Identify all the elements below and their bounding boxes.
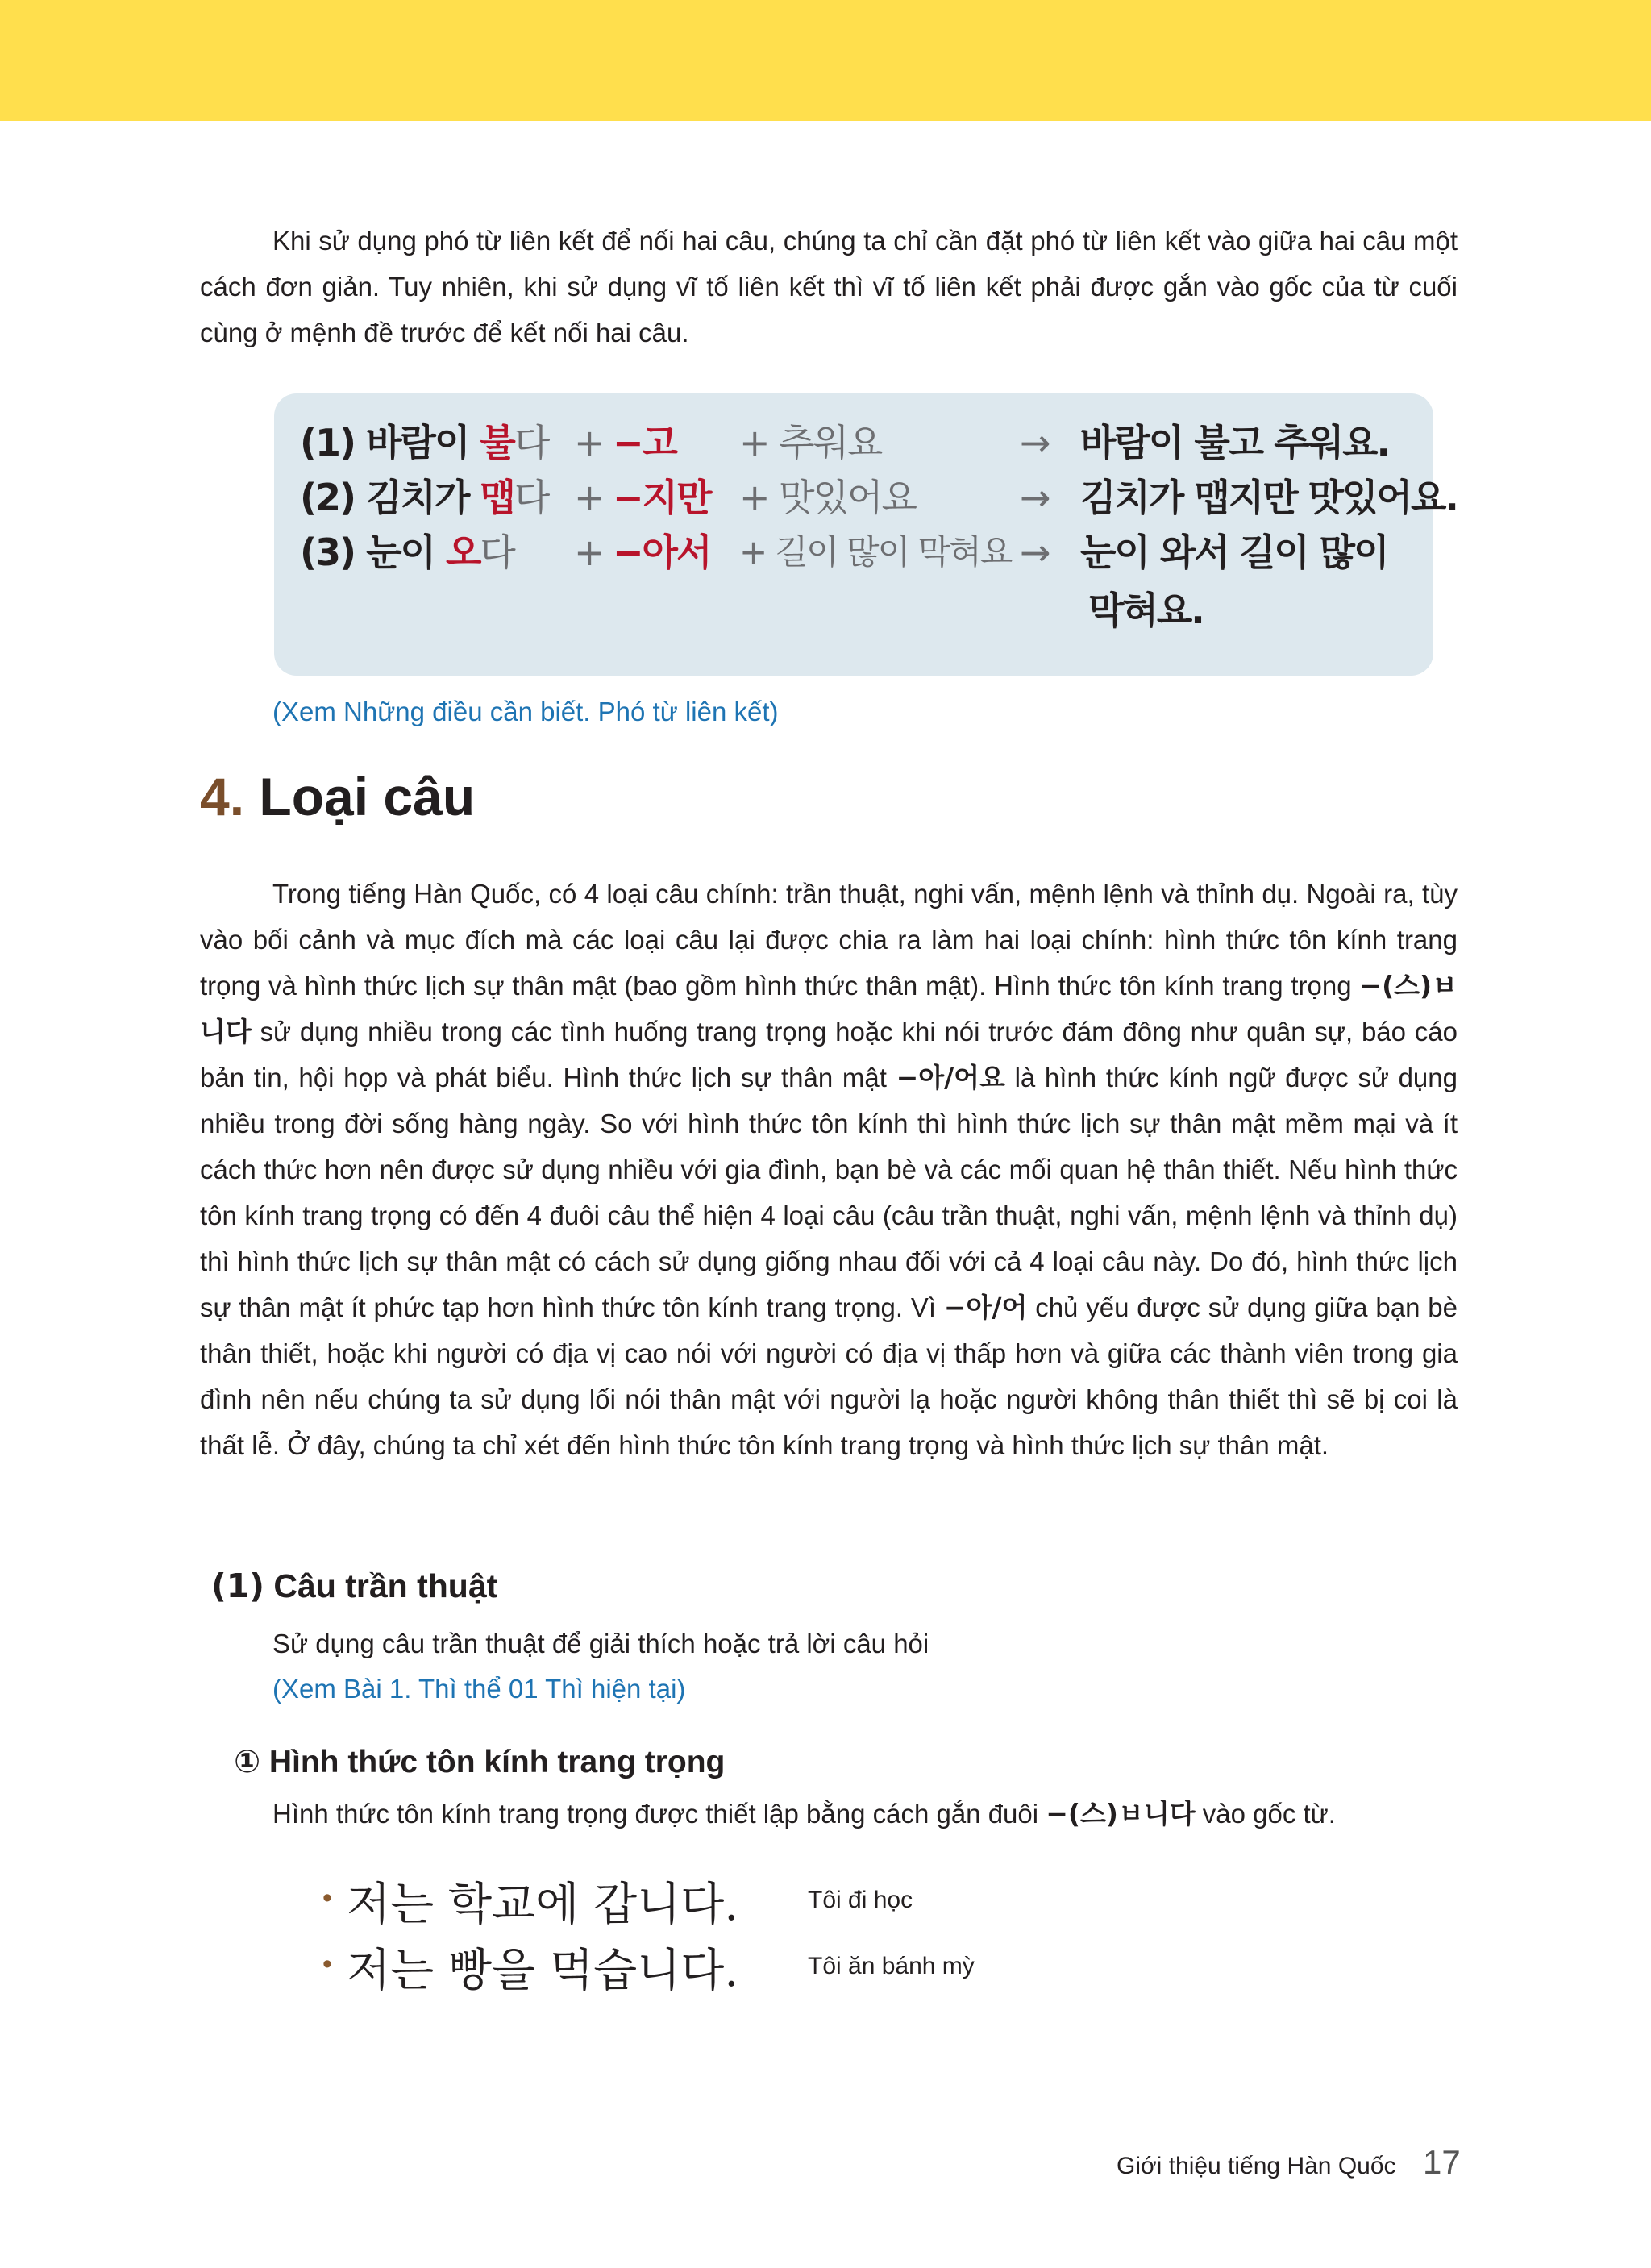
korean-example-sentence: 저는 학교에 갑니다. xyxy=(347,1879,739,1931)
section-number: 4. xyxy=(200,767,245,826)
section-title: Loại câu xyxy=(259,767,476,826)
result-sentence: 바람이 불고 추워요. xyxy=(1080,421,1389,464)
body-paragraph: Trong tiếng Hàn Quốc, có 4 loại câu chính: trần thuật, nghi vấn, mệnh lệnh và thỉnh dụ. Ngoài ra, tùy vào bối cảnh và mục đích mà các loại câu lại được chia ra làm hai loại chính: hình thức tôn kính trang trọng và hình thức lịch sự thân mật (bao gồm hình thức thân mật). Hình thức tôn kính trang trọng −(스)ㅂ니다 sử dụng nhiều trong các tình huống trang trọng hoặc khi nói trước đám đông như quân sự, báo cáo bản tin, hội họp và phát biểu. Hình thức lịch sự thân mật −아/어요 là hình thức kính ngữ được sử dụng nhiều trong đời sống hàng ngày. So với hình thức tôn kính thì hình thức lịch sự thân mật mềm mại và ít cách thức hơn nên được sử dụng nhiều với gia đình, bạn bè và các mối quan hệ thân thiết. Nếu hình thức tôn kính trang trọng có đến 4 đuôi câu thể hiện 4 loại câu (câu trần thuật, nghi vấn, mệnh lệnh và thỉnh dụ) thì hình thức lịch sự thân mật có cách sử dụng giống nhau đối với cả 4 loại câu này. Do đó, hình thức lịch sự thân mật ít phức tạp hơn hình thức tôn kính trang trọng. Vì −아/어 chủ yếu được sử dụng giữa bạn bè thân thiết, hoặc khi người có địa vị cao nói với người có địa vị thấp hơn và giữa các thành viên trong gia đình nên nếu chúng ta sử dụng lối nói thân mật với người lạ hoặc người không thân thiết thì sẽ bị coi là thất lễ. Ở đây, chúng ta chỉ xét đến hình thức tôn kính trang trọng và hình thức lịch sự thân mật. xyxy=(200,879,1458,1460)
korean-example-sentence: 저는 빵을 먹습니다. xyxy=(347,1945,739,1997)
plus-sign: + xyxy=(574,421,604,464)
korean-ending: −(스)ㅂ니다 xyxy=(1046,1798,1196,1829)
see-lesson-link: (Xem Bài 1. Thì thể 01 Thì hiện tại) xyxy=(272,1674,686,1704)
arrow-icon: → xyxy=(1020,476,1050,519)
connective-ending: −아서 xyxy=(613,531,711,574)
result-sentence-continued: 막혀요. xyxy=(1088,589,1204,632)
korean-ending: −아/어요 xyxy=(896,1062,1005,1093)
footer-chapter-label: Giới thiệu tiếng Hàn Quốc xyxy=(1117,2153,1396,2179)
verb-stem: 불 xyxy=(480,421,514,464)
subsection-heading: (1) Câu trần thuật xyxy=(211,1567,498,1605)
verb-stem: 오 xyxy=(445,531,480,574)
subsubsection-heading: ① Hình thức tôn kính trang trọng xyxy=(234,1745,726,1779)
korean-ending: −(스)ㅂ니다 xyxy=(200,970,1458,1047)
example-box: (1) 바람이 불다 + −고 + 추워요 → 바람이 불고 추워요. (2) 김치가 맵다 + −지만 + 맛있어요 → 김치가 맵지만 맛있어요. (3) 눈이 오다 + −아서 + 길이 많이 막혀요 → 눈이 와서 길이 많이 막혀요. xyxy=(274,393,1433,676)
intro-paragraph: Khi sử dụng phó từ liên kết để nối hai câu, chúng ta chỉ cần đặt phó từ liên kết vào giữa hai câu một cách đơn giản. Tuy nhiên, khi sử dụng vĩ tố liên kết thì vĩ tố liên kết phải được gắn vào gốc của từ cuối cùng ở mệnh đề trước để kết nối hai câu. xyxy=(200,226,1458,347)
result-sentence: 김치가 맵지만 맛있어요. xyxy=(1080,476,1458,519)
subsubsection-description: Hình thức tôn kính trang trọng được thiết lập bằng cách gắn đuôi −(스)ㅂ니다 vào gốc từ. xyxy=(272,1798,1336,1829)
header-band xyxy=(0,0,1651,121)
subsection-description: Sử dụng câu trần thuật để giải thích hoặc trả lời câu hỏi xyxy=(272,1629,929,1658)
bullet-icon: • xyxy=(322,1949,332,1979)
connective-ending: −고 xyxy=(613,421,676,464)
arrow-icon: → xyxy=(1020,531,1050,574)
connective-ending: −지만 xyxy=(613,476,711,519)
plus-sign: + xyxy=(574,476,604,519)
translation: Tôi ăn bánh mỳ xyxy=(808,1953,975,1979)
translation: Tôi đi học xyxy=(808,1887,913,1913)
bullet-icon: • xyxy=(322,1883,332,1913)
result-sentence: 눈이 와서 길이 많이 xyxy=(1080,531,1388,574)
see-note-link: (Xem Những điều cần biết. Phó từ liên kết) xyxy=(272,697,779,726)
korean-ending: −아/어 xyxy=(943,1292,1028,1323)
plus-sign: + xyxy=(574,531,604,574)
section-heading xyxy=(200,766,475,827)
page-number: 17 xyxy=(1423,2143,1461,2181)
verb-stem: 맵 xyxy=(480,476,514,519)
arrow-icon: → xyxy=(1020,421,1050,464)
